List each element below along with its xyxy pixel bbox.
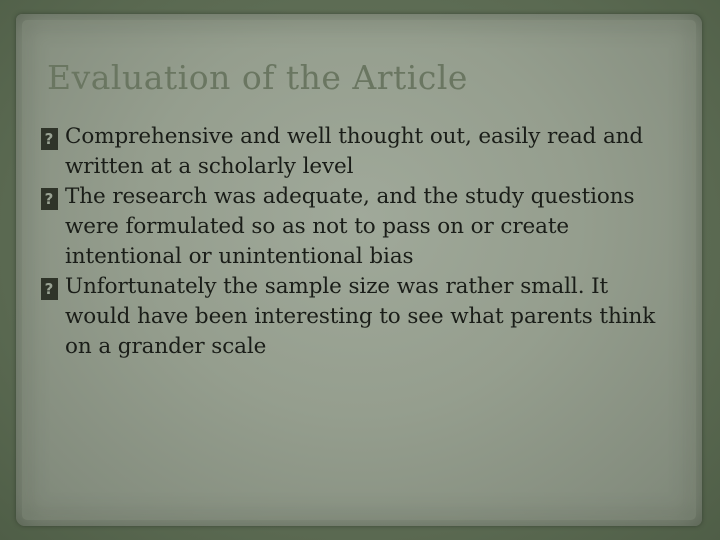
bullet-item [33, 272, 693, 362]
slide-title: Evaluation of the Article [47, 58, 468, 97]
bullet-line: would have been interesting to see what parents think [65, 304, 656, 329]
bullet-line: were formulated so as not to pass on or create [65, 214, 569, 239]
replacement-character-icon [41, 188, 58, 210]
bullet-marker-icon [33, 278, 65, 302]
bullet-item [33, 122, 693, 182]
bullet-list [33, 122, 693, 362]
bullet-line: The research was adequate, and the study questions [65, 184, 635, 209]
bullet-line: intentional or unintentional bias [65, 244, 414, 269]
bullet-line: written at a scholarly level [65, 154, 354, 179]
bullet-marker-icon [33, 188, 65, 212]
bullet-line: Comprehensive and well thought out, easily read and [65, 124, 644, 149]
bullet-line: on a grander scale [65, 334, 267, 359]
bullet-line: Unfortunately the sample size was rather small. It [65, 274, 609, 299]
bullet-marker-icon [33, 128, 65, 152]
bullet-text [65, 182, 693, 272]
bullet-text [65, 272, 693, 362]
bullet-text [65, 122, 693, 182]
replacement-character-icon [41, 128, 58, 150]
bullet-item [33, 182, 693, 272]
replacement-character-icon [41, 278, 58, 300]
